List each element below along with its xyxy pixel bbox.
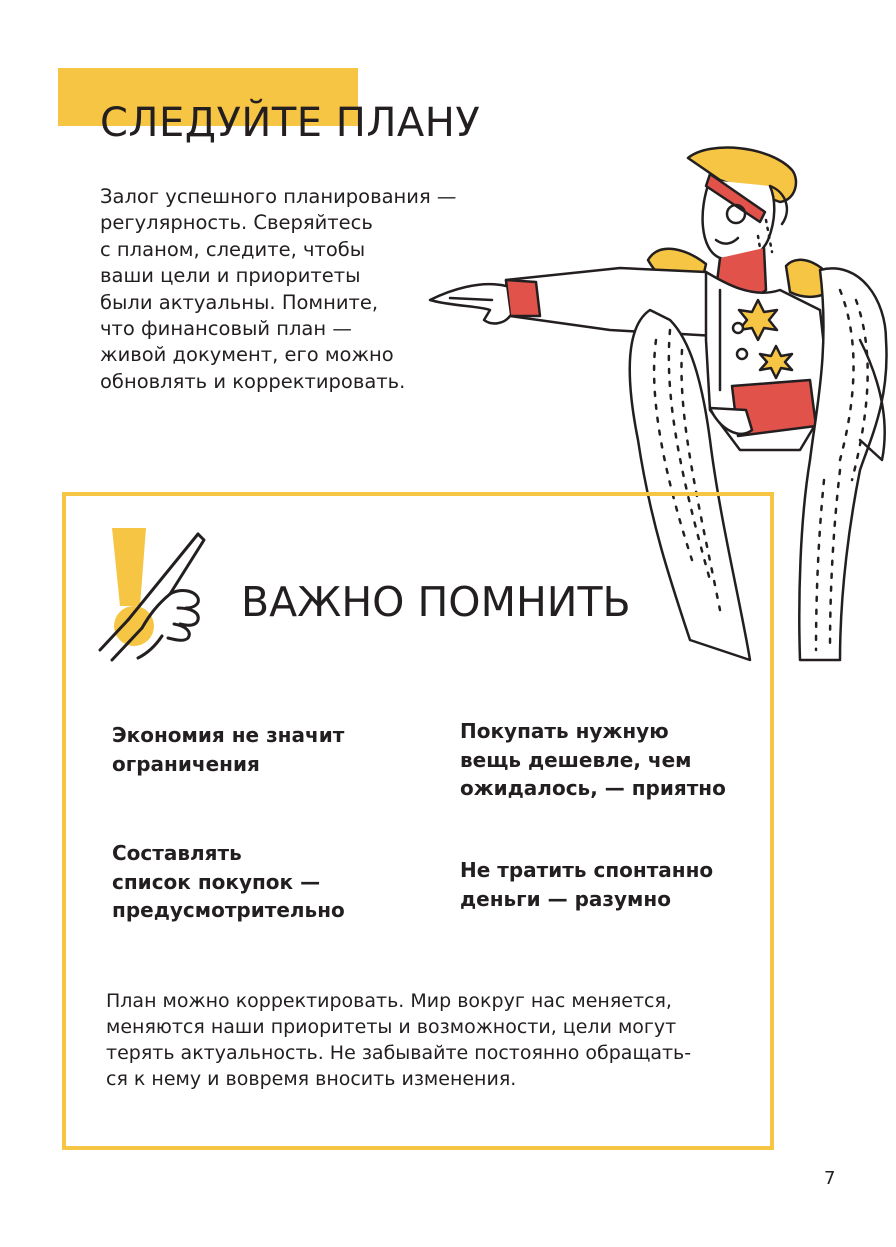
page-title: СЛЕДУЙТЕ ПЛАНУ	[100, 100, 481, 146]
tip-shopping-list: Составлять список покупок — предусмотрительно	[112, 841, 345, 922]
page-number: 7	[824, 1168, 836, 1189]
exclamation-pointing-hand-icon	[98, 524, 218, 664]
intro-paragraph: Залог успешного планирования — регулярность. Сверяйтесь с планом, следите, чтобы ваши цели и приоритеты были актуальны. Помните, что финансовый план — живой документ, его можно обновлять и корректировать.	[100, 185, 457, 393]
box-title: ВАЖНО ПОМНИТЬ	[241, 578, 631, 626]
tip-buy-cheaper: Покупать нужную вещь дешевле, чем ожидалось, — приятно	[460, 719, 726, 800]
box-note: План можно корректировать. Мир вокруг нас меняется, меняются наши приоритеты и возможности, цели могут терять актуальность. Не забывайте постоянно обращать- ся к нему и вовремя вносить изменения.	[106, 990, 692, 1090]
tip-no-spontaneous: Не тратить спонтанно деньги — разумно	[460, 858, 714, 911]
tip-economy: Экономия не значит ограничения	[112, 723, 345, 776]
